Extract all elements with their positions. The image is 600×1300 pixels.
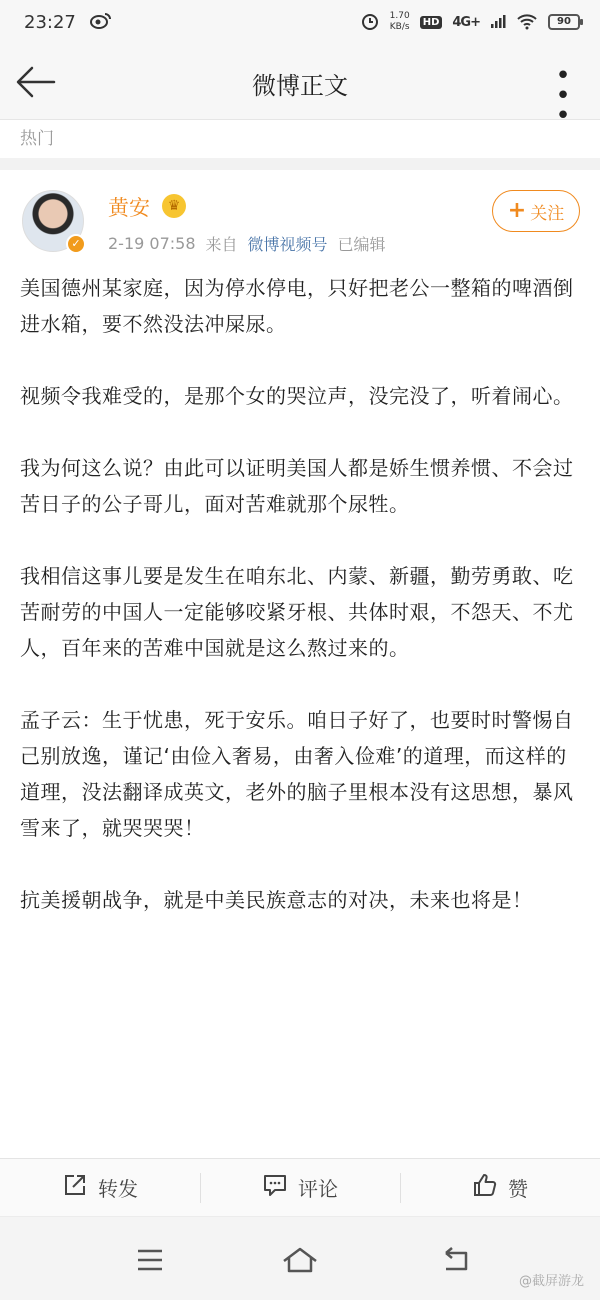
post-paragraph: 我为何这么说？由此可以证明美国人都是娇生惯养惯、不会过苦日子的公子哥儿，面对苦难就那个尿牲。: [20, 456, 574, 516]
comment-button[interactable]: [200, 1159, 400, 1216]
repost-label: 转发: [98, 1177, 138, 1201]
edited-label: 已编辑: [337, 235, 386, 254]
more-dots-icon[interactable]: • • •: [555, 61, 573, 131]
wifi-icon: [516, 12, 538, 33]
signal-bars-icon: [490, 13, 506, 32]
back-return-icon[interactable]: [436, 1245, 476, 1275]
post-paragraph: 我相信这事儿要是发生在咱东北、内蒙、新疆，勤劳勇敢、吃苦耐劳的中国人一定能够咬紧牙根、共体时艰，不怨天、不尤人，百年来的苦难中国就是这么熬过来的。: [20, 564, 574, 660]
plus-icon: +: [507, 198, 527, 223]
home-icon[interactable]: [280, 1245, 320, 1275]
action-bar: [0, 1158, 600, 1216]
from-label: 来自: [205, 235, 238, 254]
status-left: [24, 11, 112, 34]
comment-label: 评论: [298, 1177, 338, 1201]
post-time: 2-19 07:58: [108, 234, 196, 253]
watermark: @截屏游龙: [518, 1274, 584, 1289]
post-paragraph: 孟子云：生于忧患，死于安乐。咱日子好了，也要时时警惕自己别放逸，谨记‘由俭入奢易，由奢入俭难’的道理，而这样的道理，没法翻译成英文，老外的脑子里根本没有这思想，暴风雪来了，就哭哭哭！: [20, 708, 574, 840]
status-bar: [0, 0, 600, 44]
menu-lines-icon[interactable]: [130, 1245, 170, 1275]
status-right: [360, 11, 580, 34]
hd-badge: HD: [420, 16, 443, 29]
net-speed: [390, 11, 410, 33]
post-source-link[interactable]: 微博视频号: [247, 235, 328, 254]
page-title: 微博正文: [252, 72, 348, 100]
post-meta: [108, 232, 386, 255]
back-arrow-icon[interactable]: [14, 64, 58, 100]
verified-badge-icon: ✓: [66, 234, 86, 254]
post-paragraph: 视频令我难受的，是那个女的哭泣声，没完没了，听着闹心。: [20, 384, 574, 408]
section-divider: [0, 158, 600, 170]
post-body: [20, 270, 580, 954]
crown-icon: ♛: [162, 194, 186, 218]
repost-button[interactable]: [0, 1159, 200, 1216]
post-paragraph: 抗美援朝战争，就是中美民族意志的对决，未来也将是！: [20, 888, 533, 912]
author-name[interactable]: 黄安: [108, 196, 150, 220]
system-nav-bar: [0, 1216, 600, 1300]
thumbs-up-icon: [472, 1172, 498, 1203]
follow-button[interactable]: [492, 190, 580, 232]
alarm-icon: [360, 11, 380, 34]
follow-label: 关注: [530, 203, 565, 224]
hot-label: 热门: [20, 129, 54, 149]
like-button[interactable]: [400, 1159, 600, 1216]
status-time: 23:27: [24, 11, 76, 33]
weibo-icon: [90, 11, 112, 34]
nav-bar: [0, 44, 600, 131]
post-paragraph: 美国德州某家庭，因为停水停电，只好把老公一整箱的啤酒倒进水箱，要不然没法冲屎尿。: [20, 276, 574, 336]
network-type: 4G+: [452, 14, 480, 30]
like-label: 赞: [508, 1177, 528, 1201]
net-speed-value: 1.70: [389, 11, 410, 21]
comment-icon: [262, 1172, 288, 1203]
share-out-icon: [62, 1172, 88, 1203]
battery-icon: 90: [548, 14, 580, 30]
net-speed-unit: KB/s: [389, 22, 410, 32]
